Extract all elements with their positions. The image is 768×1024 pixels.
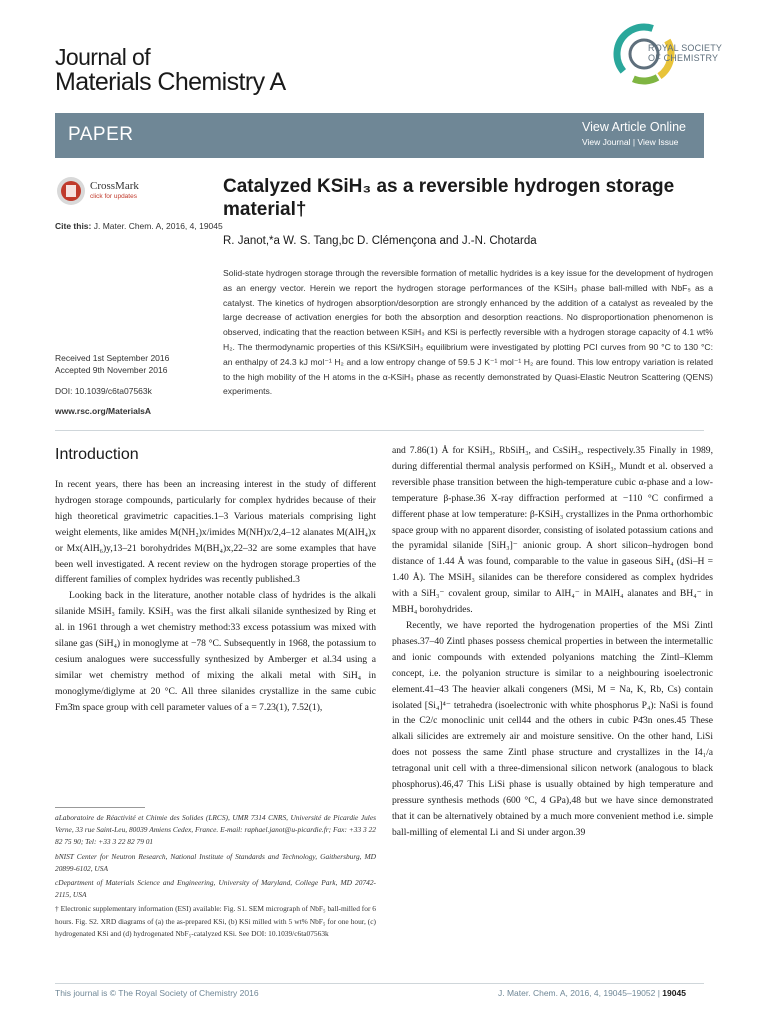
publisher-line2: OF CHEMISTRY xyxy=(648,53,719,63)
esi-note: † Electronic supplementary information (ESI) available: Fig. S1. SEM micrograph of NbF₅ ball-milled for 6 hours. Fig. S2. XRD diagrams of (a) the as-prepared KSi, (b) KSi milled with 5 wt% NbF₅ for one hour, (c) hydrogenated KSi and (d) hydrogenated NbF₅-catalyzed KSi. See DOI: 10.1039/c6ta07563k xyxy=(55,904,376,938)
body-column-right xyxy=(392,443,713,841)
publisher-name xyxy=(648,43,722,63)
cite-prefix: Cite this: xyxy=(55,221,94,231)
publisher-line1: ROYAL SOCIETY xyxy=(648,43,723,53)
paragraph: Looking back in the literature, another notable class of hydrides is the alkali silanide MSiH₃ family. KSiH₃ was the first alkali silanide synthesized by Ring et al. in 1961 through a wet chemistry method:33 excess potassium was mixed with silane gas (SiH₄) in monoglyme at −78 °C. Subsequently in 1968, the potassium to cesium analogues were successfully synthesized by Amberger et al.34 using a similar wet chemistry method of mixing the alkali metal with SiH₄ in monoglyme/diglyme at 20 °C. All three silanides crystallize in the same cubic Fm3̄m space group with cell parameter values of a = 7.23(1), 7.52(1), xyxy=(55,590,376,713)
crossmark-label[interactable]: CrossMark xyxy=(90,180,139,192)
view-journal-link[interactable]: View Journal xyxy=(582,137,631,147)
paragraph: Recently, we have reported the hydrogenation properties of the MSi Zintl phases.37–40 Zintl phases possess chemical properties in between the intermetallic and ionic compounds with extended polyanions matching the Zintl–Klemm concept, i.e. the polyanion structure is similar to a neighbouring isoelectronic element.41–43 The heavier alkali congeners (MSi, M = Na, K, Rb, Cs) contain isolated [Si₄]⁴⁻ tetrahedra (isoelectronic with white phosphorus P₄): NaSi is found in the C2/c monoclinic unit cell44 and the others in cubic P4̄3n ones.45 These alkali silicides are extremely air and moisture sensitive. On the other hand, LiSi does not possess the same Zintl phase structure and crystallizes in the I4₁/a tetragonal unit cell with a three-dimensional silicon network (analogous to black phosphorus).46,47 This LiSi phase is usually obtained by high temperature and pressure synthesis methods (600 °C, 4 GPa),48 but we have since demonstrated that it can be alternatively obtained by a much more convenient method i.e. simple ball-milling of elemental Li and Si under argon.39 xyxy=(392,619,713,838)
footnotes xyxy=(55,812,376,942)
paragraph: In recent years, there has been an increasing interest in the study of different hydrogen storage compounds, particularly for complex hydrides because of their high theoretical gravimetric capacities.1–3 Various materials comprising light weight elements, like amides M(NH₂)x/imides M(NH)x/2,4–12 alanates M(AlH₄)x or Mx(AlH₆)y,13–21 borohydrides M(BH₄)x,22–32 are some examples that have been well investigated. A recent review on the hydrogen storage properties of the different families of complex hydrides was recently published.3 xyxy=(55,479,376,586)
page-number: 19045 xyxy=(662,988,686,998)
cite-ref: J. Mater. Chem. A, 2016, 4, 19045 xyxy=(93,221,223,231)
journal-title-line1: Journal of xyxy=(55,44,151,70)
footnote-rule xyxy=(55,807,145,808)
affiliation-c: cDepartment of Materials Science and Engineering, University of Maryland, College Park, MD 20742-2115, USA xyxy=(55,878,376,900)
banner-separator: | xyxy=(630,137,638,147)
received-date: Received 1st September 2016 xyxy=(55,353,170,363)
footer-divider xyxy=(55,983,704,984)
article-type-label: PAPER xyxy=(68,124,134,145)
journal-title-line2: Materials Chemistry A xyxy=(55,68,286,96)
article-title: Catalyzed KSiH₃ as a reversible hydrogen storage material† xyxy=(223,176,675,220)
section-heading: Introduction xyxy=(55,446,139,463)
footer-ref: J. Mater. Chem. A, 2016, 4, 19045–19052 | xyxy=(498,988,663,998)
footer-copyright: This journal is © The Royal Society of Chemistry 2016 xyxy=(55,988,259,998)
author-list: R. Janot,*a W. S. Tang,bc D. Clémençona and J.-N. Chotarda xyxy=(223,235,537,247)
journal-url[interactable]: www.rsc.org/MaterialsA xyxy=(55,406,152,416)
section-divider xyxy=(55,430,704,431)
footer-citation xyxy=(498,988,686,998)
banner-links xyxy=(582,137,678,147)
abstract: Solid-state hydrogen storage through the reversible formation of metallic hydrides is a key issue for the development of hydrogen as an energy vector. Herein we report the hydrogen storage performances of the KSiH₃ phase ball-milled with NbF₅ as a catalyst. The kinetics of hydrogen absorption/desorption are strongly enhanced by the addition of a catalyst as revealed by the large decrease of activation energies for both the absorption and desorption reactions. No disproportionation phenomenon is observed, indicating that the reaction between KSiH₃ and KSi is perfectly reversible with a hydrogen storage capacity of 4.1 wt% H₂. The thermodynamic properties of this KSi/KSiH₃ equilibrium were investigated by plotting PCI curves from 90 °C to 130 °C: an enthalpy of 24.3 kJ mol⁻¹ H₂ and a low entropy change of 59.5 J K⁻¹ mol⁻¹ H₂ are found. This low entropy variation is related to the high mobility of the H atoms in the α-KSiH₃ phase as recently demonstrated by Quasi-Elastic Neutron Scattering (QENS) experiments. xyxy=(223,268,713,397)
affiliation-a: aLaboratoire de Réactivité et Chimie des Solides (LRCS), UMR 7314 CNRS, Université de Picardie Jules Verne, 33 rue Saint-Leu, 80039 Amiens Cedex, France. E-mail: raphael.janot@u-picardie.fr; Fax: +33 3 22 82 75 90; Tel: +33 3 22 82 79 01 xyxy=(55,813,376,847)
accepted-date: Accepted 9th November 2016 xyxy=(55,365,168,375)
doi[interactable]: DOI: 10.1039/c6ta07563k xyxy=(55,386,152,396)
crossmark-sub[interactable]: click for updates xyxy=(90,193,137,200)
body-column-left xyxy=(55,477,376,716)
view-issue-link[interactable]: View Issue xyxy=(637,137,679,147)
paragraph: and 7.86(1) Å for KSiH₃, RbSiH₃, and CsSiH₃, respectively.35 Finally in 1989, during differential thermal analysis performed on KSiH₃, Mundt et al. observed a reversible phase transition between the high-temperature cubic α-phase and a low-temperature β-phase.36 X-ray diffraction performed at −110 °C confirmed a different phase at low temperature: β-KSiH₃ crystallizes in the Pnma orthorhombic space group with no apparent disorder, consisting of isolated potassium cations and the pyramidal silanide [SiH₃]⁻ anionic group. A short silicon–hydrogen bond distance of 1.44 Å was found, comparable to the value in gaseous SiH₄ (dSi–H = 1.40 Å). The MSiH₃ silanides can be therefore considered as complex hydrides with a SiH₃⁻ covalent group, similar to AlH₄⁻ in MAlH₄ alanates and BH₄⁻ in MBH₄ borohydrides. xyxy=(392,445,713,616)
crossmark-icon[interactable] xyxy=(55,175,87,207)
citation xyxy=(55,220,225,232)
affiliation-b: bNIST Center for Neutron Research, National Institute of Standards and Technology, Gaithersburg, MD 20899-6102, USA xyxy=(55,851,376,873)
view-article-online-link[interactable]: View Article Online xyxy=(582,120,686,134)
